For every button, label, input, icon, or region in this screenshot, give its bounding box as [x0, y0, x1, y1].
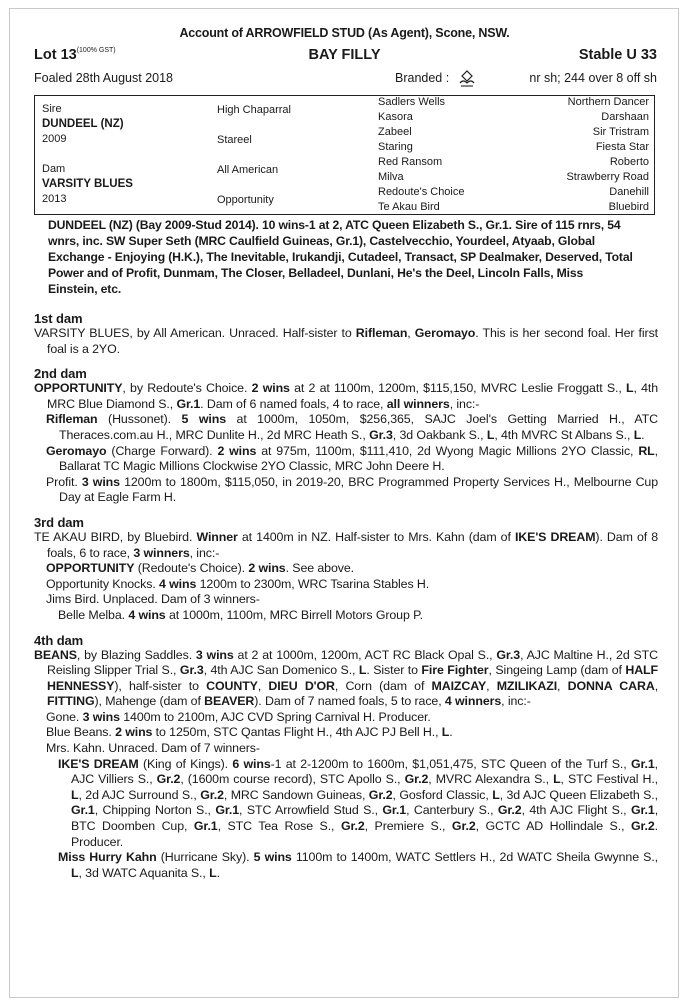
- dam-year: 2013: [42, 193, 67, 205]
- section-heading: 3rd dam: [34, 514, 84, 530]
- pedigree-gen2: All American: [217, 164, 279, 176]
- pedigree-gen4: Bluebird: [608, 201, 649, 213]
- pedigree-paragraph: Geromayo (Charge Forward). 2 wins at 975m, 1100m, $111,410, 2d Wyong Magic Millions 2YO Classic, RL, Ballarat TC Magic Millions Clockwise 2YO Classic, MRC John Deere H.: [46, 443, 658, 474]
- pedigree-gen4: Danehill: [609, 186, 649, 198]
- branded-label: Branded :: [395, 71, 450, 85]
- foaling-date: Foaled 28th August 2018: [34, 71, 174, 85]
- section-heading: 2nd dam: [34, 366, 87, 382]
- pedigree-gen3: Red Ransom: [378, 156, 443, 168]
- pedigree-paragraph: Opportunity Knocks. 4 wins 1200m to 2300m, WRC Tsarina Stables H.: [46, 576, 430, 591]
- brand-mark-icon: [458, 69, 476, 87]
- sire-year: 2009: [42, 133, 67, 145]
- pedigree-paragraph: VARSITY BLUES, by All American. Unraced. Half-sister to Rifleman, Geromayo. This is her second foal. Her first foal is a 2YO.: [34, 326, 659, 356]
- family-history: [34, 311, 658, 881]
- pedigree-paragraph: Rifleman (Hussonet). 5 wins at 1000m, 1050m, $256,365, SAJC Joel's Getting Married H., ATC Theraces.com.au H., MRC Dunlite H., 2d MRC Heath S., Gr.3, 3d Oakbank S., L, 4th MVRC St Albans S., L.: [46, 412, 658, 442]
- pedigree-gen2: High Chaparral: [217, 104, 291, 116]
- pedigree-gen4: Northern Dancer: [567, 96, 649, 108]
- pedigree-paragraph: Profit. 3 wins 1200m to 1800m, $115,050, in 2019-20, BRC Programmed Property Services H., Melbourne Cup Day at Eagle Farm H.: [46, 474, 658, 505]
- pedigree-paragraph: OPPORTUNITY (Redoute's Choice). 2 wins. See above.: [46, 561, 354, 576]
- pedigree-gen3: Zabeel: [378, 126, 412, 138]
- sire-summary: DUNDEEL (NZ) (Bay 2009-Stud 2014). 10 wins-1 at 2, ATC Queen Elizabeth S., Gr.1. Sire of 115 rnrs, 54 wnrs, inc. SW Super Seth (MRC Caulfield Guineas, Gr.1), Castelvecchio, Yourdeel, Atyaab, Global Exchange - Enjoying (H.K.), The Inevitable, Irukandji, Cutadeel, Transact, SP Dealmaker, Deserved, Total Power and of Profit, Dunmam, The Closer, Belladeel, Dunlani, He's the Deel, Lincoln Falls, Miss Einstein, etc.: [48, 218, 633, 297]
- pedigree-paragraph: Miss Hurry Kahn (Hurricane Sky). 5 wins 1100m to 1400m, WATC Settlers H., 2d WATC Sheila Gwynne S., L, 3d WATC Aquanita S., L.: [58, 850, 659, 880]
- pedigree-gen3: Staring: [378, 141, 413, 153]
- sire-label: Sire: [42, 103, 62, 115]
- horse-description: BAY FILLY: [308, 47, 381, 63]
- pedigree-paragraph: OPPORTUNITY, by Redoute's Choice. 2 wins at 2 at 1100m, 1200m, $115,150, MVRC Leslie Froggatt S., L, 4th MRC Blue Diamond S., Gr.1. Dam of 6 named foals, 4 to race, all winners, inc:-: [34, 381, 658, 411]
- pedigree-paragraph: Belle Melba. 4 wins at 1000m, 1100m, MRC Birrell Motors Group P.: [58, 607, 424, 622]
- pedigree-gen4: Darshaan: [601, 111, 649, 123]
- lot-label: Lot 13: [34, 47, 77, 63]
- pedigree-paragraph: Jims Bird. Unplaced. Dam of 3 winners-: [46, 592, 260, 607]
- gst-note: (100% GST): [76, 47, 116, 54]
- pedigree-gen3: Kasora: [378, 111, 413, 123]
- section-heading: 1st dam: [34, 311, 83, 326]
- sire-name: DUNDEEL (NZ): [42, 118, 124, 130]
- pedigree-gen4: Fiesta Star: [595, 141, 649, 153]
- pedigree-gen3: Te Akau Bird: [378, 201, 440, 213]
- dam-name: VARSITY BLUES: [42, 178, 133, 190]
- dam-label: Dam: [42, 163, 66, 175]
- pedigree-paragraph: Mrs. Kahn. Unraced. Dam of 7 winners-: [46, 741, 260, 756]
- pedigree-gen4: Strawberry Road: [566, 171, 649, 183]
- pedigree-paragraph: Gone. 3 wins 1400m to 2100m, AJC CVD Spring Carnival H. Producer.: [46, 709, 431, 724]
- pedigree-gen3: Sadlers Wells: [378, 96, 446, 108]
- section-heading: 4th dam: [34, 632, 84, 648]
- pedigree-table: [34, 95, 655, 215]
- brand-description: nr sh; 244 over 8 off sh: [529, 71, 657, 85]
- pedigree-paragraph: TE AKAU BIRD, by Bluebird. Winner at 1400m in NZ. Half-sister to Mrs. Kahn (dam of IKE'S DREAM). Dam of 8 foals, 6 to race, 3 winners, inc:-: [34, 529, 659, 560]
- consignor-line: Account of ARROWFIELD STUD (As Agent), Scone, NSW.: [179, 26, 510, 40]
- pedigree-paragraph: BEANS, by Blazing Saddles. 3 wins at 2 at 1000m, 1200m, ACT RC Black Opal S., Gr.3, AJC Maltine H., 2d STC Reisling Slipper Trial S., Gr.3, 4th AJC San Domenico S., L. Sister to Fire Fighter, Singeing Lamp (dam of HALF HENNESSY), half-sister to COUNTY, DIEU D'OR, Corn (dam of MAIZCAY, MZILIKAZI, DONNA CARA, FITTING), Mahenge (dam of BEAVER). Dam of 7 named foals, 5 to race, 4 winners, inc:-: [34, 647, 659, 709]
- pedigree-gen3: Milva: [378, 171, 404, 183]
- pedigree-gen3: Redoute's Choice: [378, 186, 465, 198]
- pedigree-paragraph: IKE'S DREAM (King of Kings). 6 wins-1 at 2-1200m to 1600m, $1,051,475, STC Queen of the Turf S., Gr.1, AJC Villiers S., Gr.2, (1600m course record), STC Apollo S., Gr.2, MVRC Alexandra S., L, STC Festival H., L, 2d AJC Surround S., Gr.2, MRC Sandown Guineas, Gr.2, Gosford Classic, L, 3d AJC Queen Elizabeth S., Gr.1, Chipping Norton S., Gr.1, STC Arrowfield Stud S., Gr.1, Canterbury S., Gr.2, 4th AJC Flight S., Gr.1, BTC Doomben Cup, Gr.1, STC Tea Rose S., Gr.2, Premiere S., Gr.2, GCTC AD Hollindale S., Gr.2. Producer.: [58, 756, 659, 849]
- pedigree-gen2: Opportunity: [217, 194, 274, 206]
- stable-number: Stable U 33: [578, 47, 657, 63]
- pedigree-gen4: Sir Tristram: [592, 126, 649, 138]
- pedigree-gen2: Stareel: [217, 134, 252, 146]
- pedigree-gen4: Roberto: [609, 156, 649, 168]
- pedigree-paragraph: Blue Beans. 2 wins to 1250m, STC Qantas Flight H., 4th AJC PJ Bell H., L.: [46, 725, 453, 740]
